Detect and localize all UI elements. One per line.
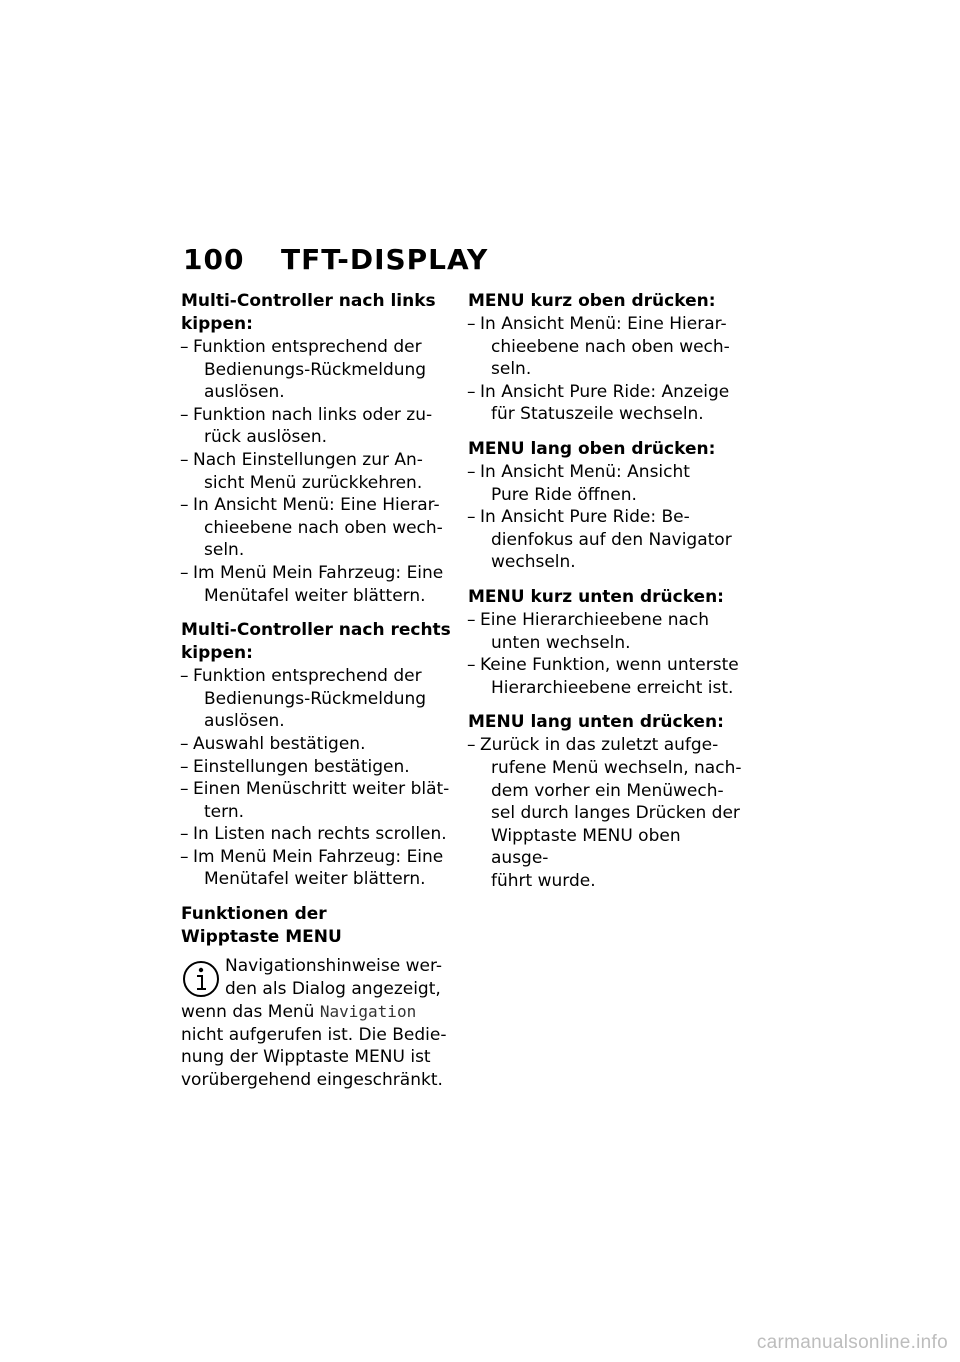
page-title: TFT-DISPLAY — [281, 243, 489, 276]
list-item: – Einstellungen bestätigen. — [181, 756, 453, 779]
bullet-list — [468, 734, 743, 892]
list-item: – In Listen nach rechts scrollen. — [181, 823, 453, 846]
section-title: MENU kurz unten drücken: — [468, 586, 724, 607]
section-title: MENU kurz oben drücken: — [468, 291, 716, 311]
list-item: – Funktion entsprechend der Bedienungs-Rückmeldung auslösen. — [181, 665, 453, 733]
section-title: MENU lang unten drücken: — [468, 712, 724, 733]
right-column — [468, 290, 743, 896]
info-icon — [181, 957, 221, 1001]
section-title: Multi-Controller nach rechts kippen: — [181, 620, 451, 664]
section-title: Funktionen der Wipptaste MENU — [181, 904, 342, 948]
list-item: – In Ansicht Menü: Eine Hierar- chieebene nach oben wech- seln. — [181, 494, 453, 562]
info-note: Navigationshinweise wer- den als Dialog angezeigt, wenn das Menü Navigation nicht aufgerufen ist. Die Bedie- nung der Wipptaste MENU ist vorübergehend eingeschränkt. — [181, 956, 447, 1090]
bullet-list — [468, 313, 743, 426]
list-item: – Einen Menüschritt weiter blät- tern. — [181, 778, 453, 823]
list-item: – Keine Funktion, wenn unterste Hierarchieebene erreicht ist. — [468, 654, 743, 699]
section-title: Multi-Controller nach links kippen: — [181, 291, 436, 334]
watermark: carmanualsonline.info — [756, 1332, 948, 1353]
list-item: – In Ansicht Pure Ride: Be- dienfokus auf den Navigator wechseln. — [468, 506, 743, 574]
bullet-list — [181, 336, 453, 607]
list-item: – Im Menü Mein Fahrzeug: Eine Menütafel weiter blättern. — [181, 562, 453, 607]
left-column — [181, 290, 453, 1091]
list-item: – Im Menü Mein Fahrzeug: Eine Menütafel weiter blättern. — [181, 846, 453, 891]
list-item: – Nach Einstellungen zur An- sicht Menü zurückkehren. — [181, 449, 453, 494]
list-item: – Zurück in das zuletzt aufge- rufene Menü wechseln, nach- dem vorher ein Menüwech- sel durch langes Drücken der Wipptaste MENU oben ausge- führt wurde. — [468, 734, 743, 892]
bullet-list — [468, 609, 743, 699]
list-item: – Auswahl bestätigen. — [181, 733, 453, 756]
list-item: – In Ansicht Menü: Ansicht Pure Ride öffnen. — [468, 461, 743, 506]
list-item: – Funktion entsprechend der Bedienungs-Rückmeldung auslösen. — [181, 336, 453, 404]
bullet-list — [468, 461, 743, 574]
section-title: MENU lang oben drücken: — [468, 438, 716, 459]
list-item: – In Ansicht Menü: Eine Hierar- chieebene nach oben wech- seln. — [468, 313, 743, 381]
page-number: 100 — [183, 243, 245, 276]
bullet-list — [181, 665, 453, 891]
list-item: – In Ansicht Pure Ride: Anzeige für Statuszeile wechseln. — [468, 381, 743, 426]
page-header — [183, 244, 488, 276]
list-item: – Funktion nach links oder zu- rück auslösen. — [181, 404, 453, 449]
menu-name-navigation: Navigation — [319, 1002, 417, 1022]
list-item: – Eine Hierarchieebene nach unten wechseln. — [468, 609, 743, 654]
